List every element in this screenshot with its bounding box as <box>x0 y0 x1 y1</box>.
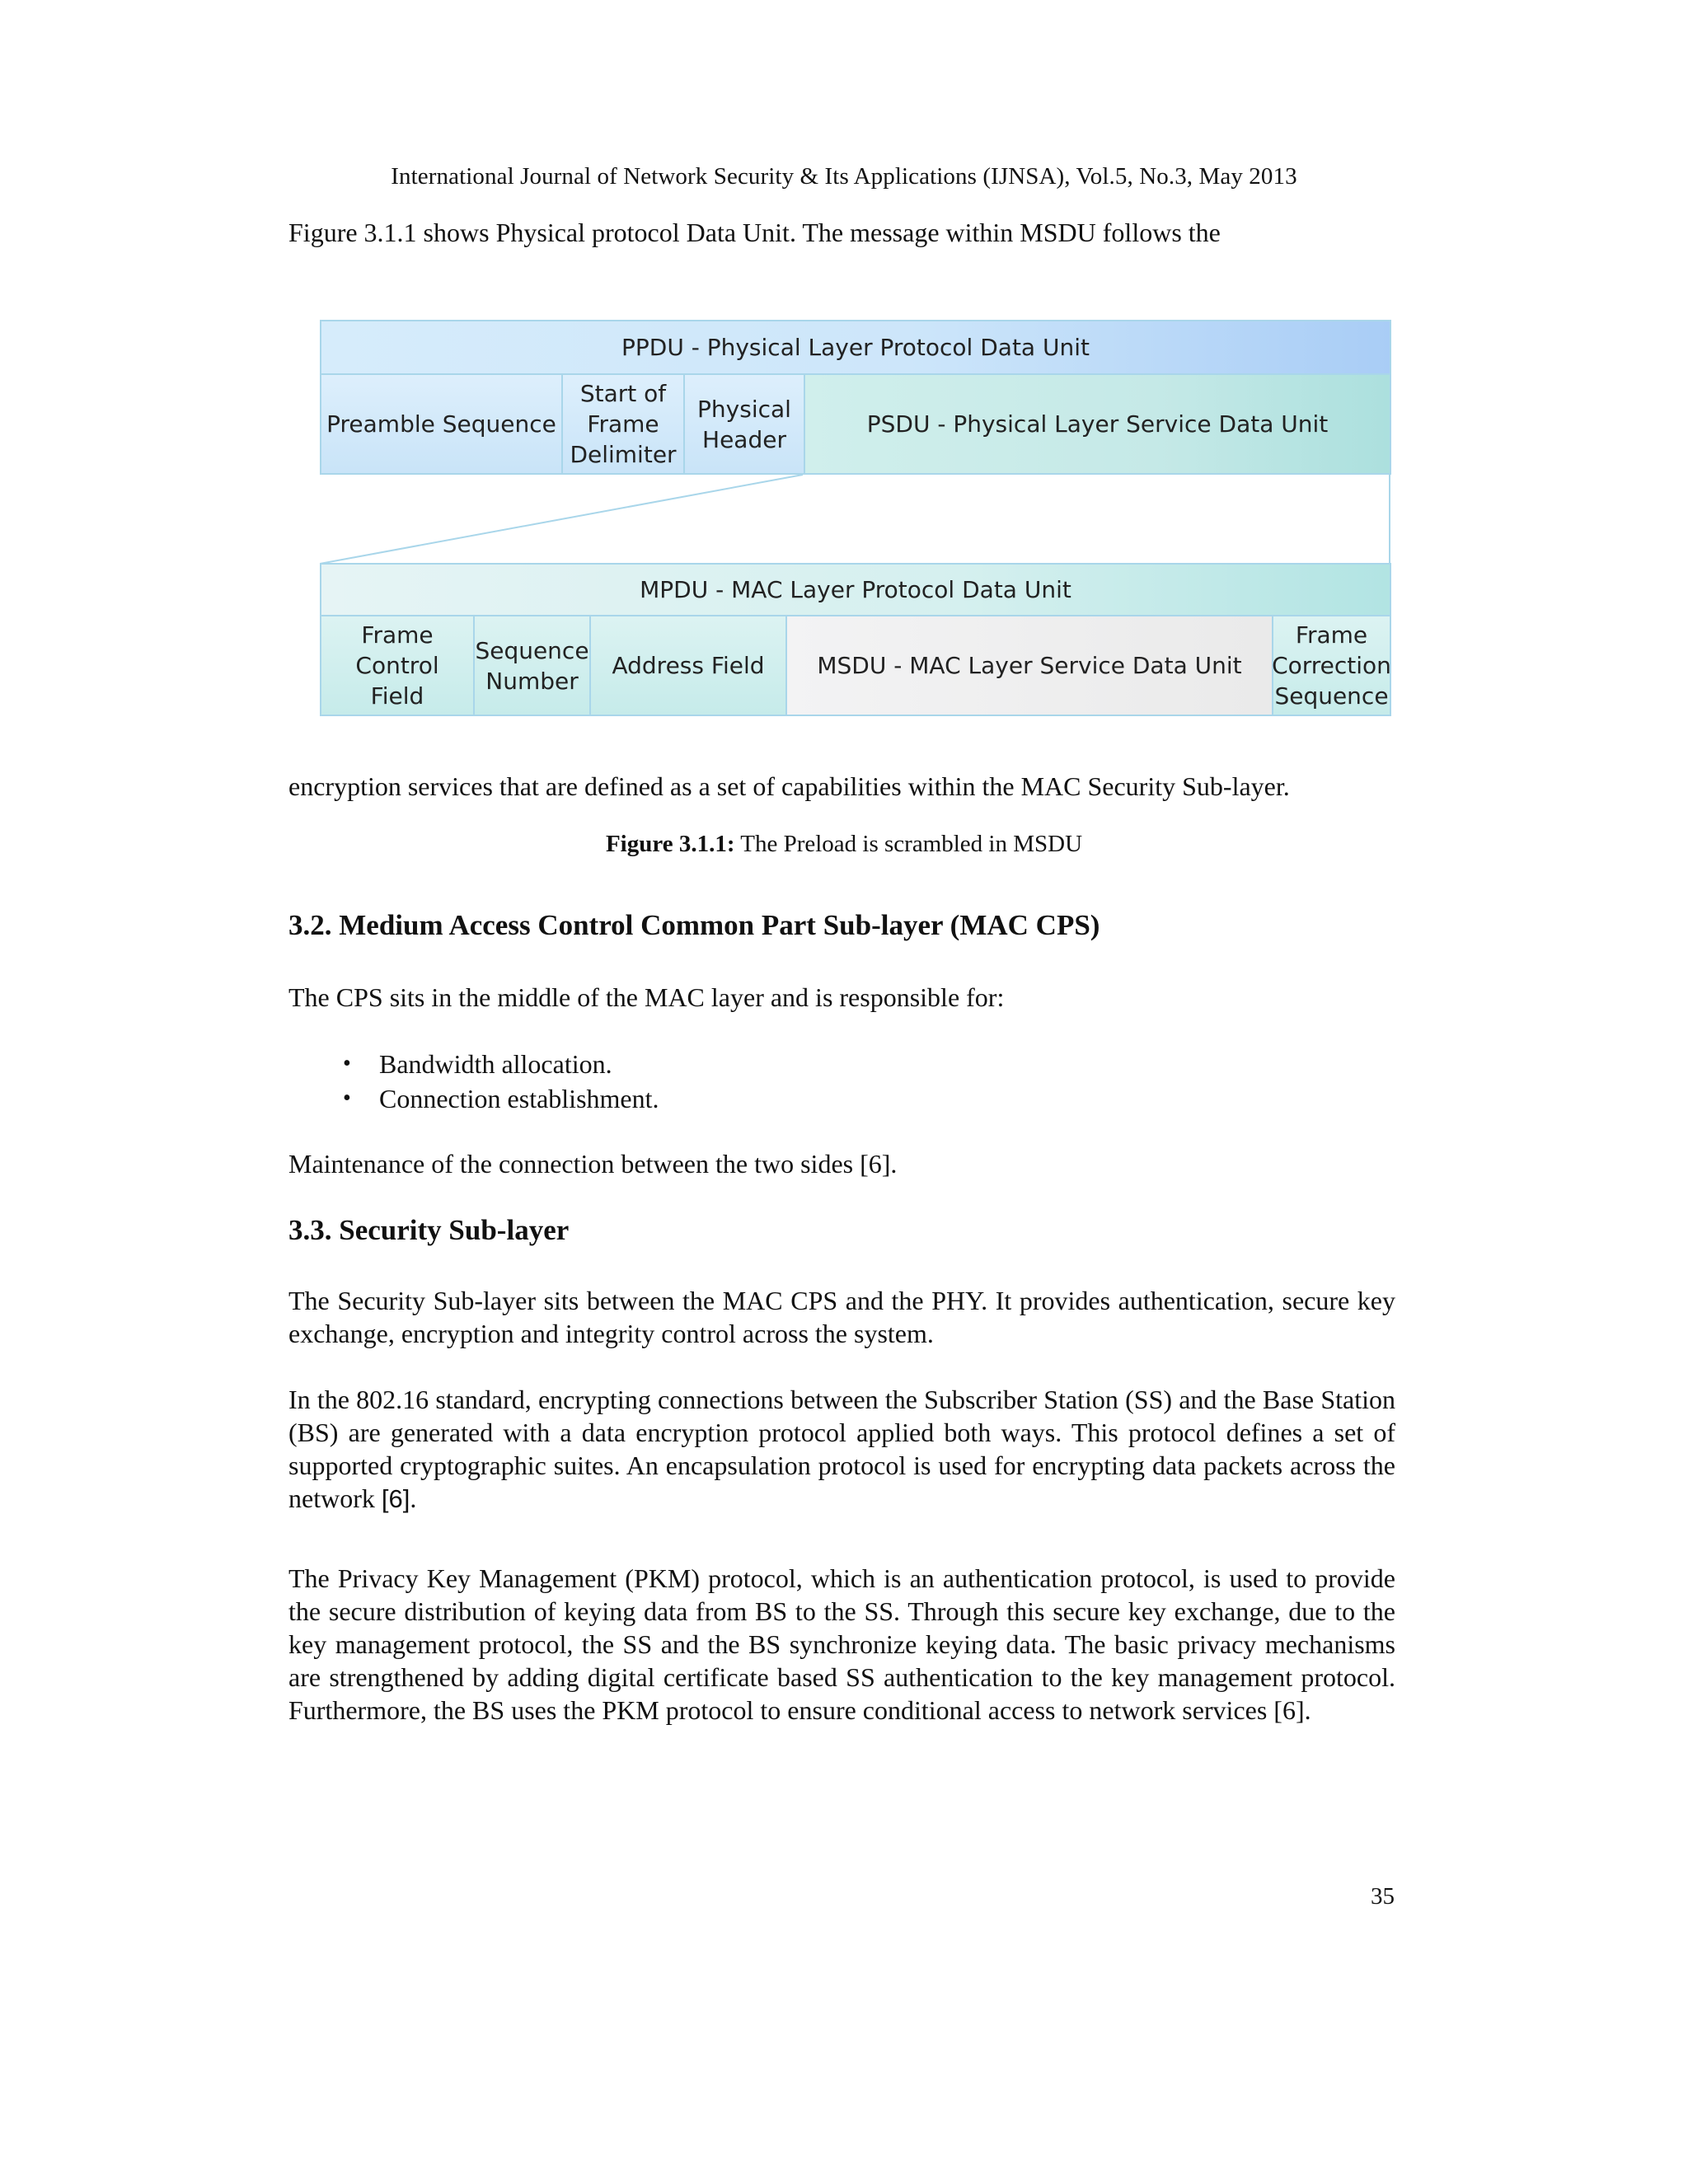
frame-correction-sequence-field: Frame Correction Sequence <box>1272 615 1391 716</box>
start-of-frame-delimiter-field: Start of Frame Delimiter <box>561 373 685 475</box>
section-3-2-intro: The CPS sits in the middle of the MAC layer and is responsible for: <box>288 982 1005 1012</box>
after-figure-sentence: encryption services that are defined as a set of capabilities within the MAC Security Sub-layer. <box>288 771 1290 801</box>
physical-header-field: Physical Header <box>683 373 805 475</box>
figure-caption <box>0 831 1688 858</box>
mpdu-title: MPDU - MAC Layer Protocol Data Unit <box>320 563 1391 616</box>
paragraph-2-end: . <box>410 1483 417 1513</box>
psdu-field: PSDU - Physical Layer Service Data Unit <box>804 373 1391 475</box>
msdu-field: MSDU - MAC Layer Service Data Unit <box>785 615 1273 716</box>
pdu-diagram <box>320 320 1391 724</box>
intro-sentence: Figure 3.1.1 shows Physical protocol Data Unit. The message within MSDU follows the <box>288 218 1221 247</box>
section-3-2-heading: 3.2. Medium Access Control Common Part Sub-layer (MAC CPS) <box>288 909 1100 941</box>
frame-control-field: Frame Control Field <box>320 615 475 716</box>
list-item-text: Connection establishment. <box>379 1084 659 1113</box>
connector-line-left <box>320 475 803 564</box>
list-item-text: Bandwidth allocation. <box>379 1049 612 1079</box>
section-3-3-paragraph-2 <box>288 1383 1395 1516</box>
sequence-number-field: Sequence Number <box>473 615 591 716</box>
section-3-3-paragraph-1: The Security Sub-layer sits between the MAC CPS and the PHY. It provides authentication, secure key exchange, encryption and integrity control across the system. <box>288 1286 1395 1348</box>
figure-caption-label: Figure 3.1.1: <box>605 831 735 857</box>
preamble-sequence-field: Preamble Sequence <box>320 373 563 475</box>
citation-reference: [6] <box>381 1484 410 1513</box>
bullet-icon: • <box>343 1051 351 1076</box>
section-3-3-paragraph-3: The Privacy Key Management (PKM) protocol, which is an authentication protocol, is used to provide the secure distribution of keying data from BS to the SS. Through this secure key exchange, due to the key management protocol, the SS and the BS synchronize keying data. The basic privacy mechanisms are strengthened by adding digital certificate based SS authentication to the key management protocol. Furthermore, the BS uses the PKM protocol to ensure conditional access to network services [6]. <box>288 1563 1395 1725</box>
section-3-3-heading: 3.3. Security Sub-layer <box>288 1214 570 1246</box>
section-3-2-closing: Maintenance of the connection between the two sides [6]. <box>288 1149 898 1179</box>
ppdu-title: PPDU - Physical Layer Protocol Data Unit <box>320 320 1391 375</box>
figure-caption-text: The Preload is scrambled in MSDU <box>740 831 1083 857</box>
bullet-icon: • <box>343 1085 351 1111</box>
paragraph-2-text: In the 802.16 standard, encrypting connections between the Subscriber Station (SS) and the Base Station (BS) are generated with a data encryption protocol applied both ways. This protocol defines a set of supported cryptographic suites. An encapsulation protocol is used for encrypting data packets across the network <box>288 1385 1395 1513</box>
list-item <box>288 1047 659 1081</box>
list-item <box>288 1081 659 1116</box>
page-number: 35 <box>1371 1883 1395 1910</box>
running-head: International Journal of Network Security & Its Applications (IJNSA), Vol.5, No.3, May 2013 <box>391 163 1297 190</box>
responsibility-list <box>288 1047 659 1116</box>
address-field: Address Field <box>589 615 787 716</box>
